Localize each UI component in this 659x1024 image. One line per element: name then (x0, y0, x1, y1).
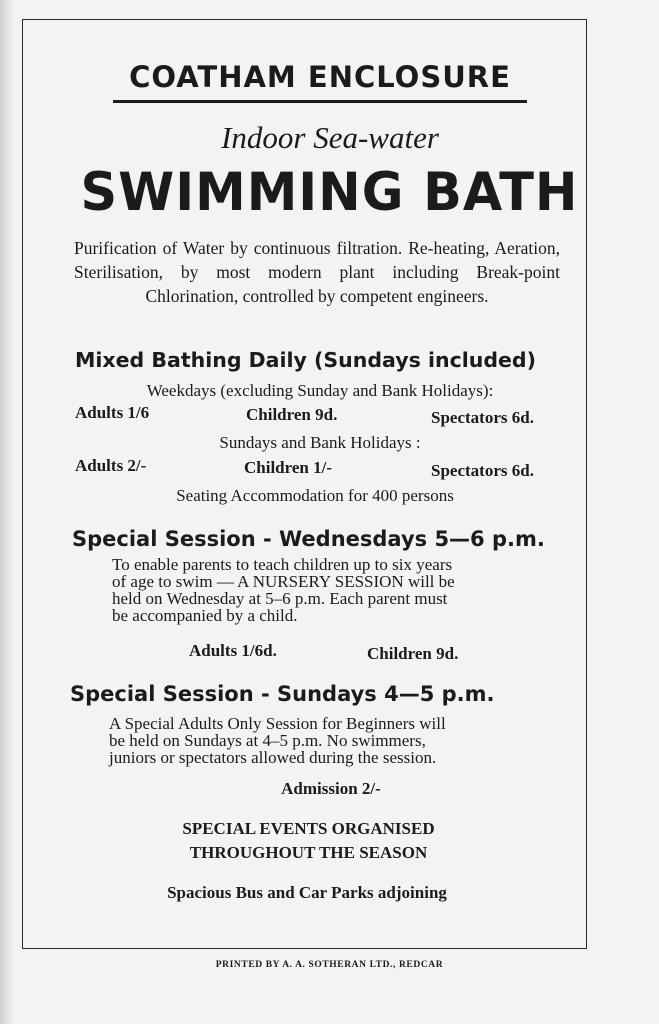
special-events-line: THROUGHOUT THE SEASON (189, 843, 428, 862)
wednesday-line: of age to swim — A NURSERY SESSION will be (112, 572, 455, 591)
page-edge-shadow (0, 0, 14, 1024)
sunday-line: A Special Adults Only Session for Beginners will (109, 714, 446, 733)
sunday-spectators-price: Spectators 6d. (431, 461, 534, 480)
sunday-session-description (109, 715, 552, 766)
printer-credit: PRINTED BY A. A. SOTHERAN LTD., REDCAR (215, 960, 444, 970)
weekday-adults-price: Adults 1/6 (75, 403, 150, 422)
wednesday-line: held on Wednesday at 5–6 p.m. Each parent must (112, 589, 448, 608)
special-events-line: SPECIAL EVENTS ORGANISED (182, 819, 435, 838)
page-title: COATHAM ENCLOSURE (129, 60, 511, 94)
parking-info: Spacious Bus and Car Parks adjoining (167, 883, 447, 902)
weekdays-label: Weekdays (excluding Sunday and Bank Holidays): (146, 381, 494, 400)
seating-info: Seating Accommodation for 400 persons (176, 486, 454, 505)
weekday-children-price: Children 9d. (246, 405, 338, 424)
sunday-line: be held on Sundays at 4–5 p.m. No swimmers, (109, 731, 426, 750)
mixed-bathing-heading: Mixed Bathing Daily (Sundays included) (75, 348, 536, 372)
title-underline (113, 100, 527, 103)
wednesday-children-price: Children 9d. (367, 644, 459, 663)
wednesday-adults-price: Adults 1/6d. (189, 641, 277, 660)
weekday-spectators-price: Spectators 6d. (431, 408, 534, 427)
wednesday-line: be accompanied by a child. (112, 606, 298, 625)
headline: SWIMMING BATH (80, 162, 579, 223)
sunday-children-price: Children 1/- (244, 458, 333, 477)
sunday-admission-price: Admission 2/- (281, 779, 381, 798)
wednesday-session-heading: Special Session - Wednesdays 5—6 p.m. (72, 527, 545, 551)
sunday-session-heading: Special Session - Sundays 4—5 p.m. (70, 682, 495, 706)
sunday-line: juniors or spectators allowed during the session. (109, 748, 437, 767)
wednesday-session-description (112, 556, 554, 624)
intro-paragraph: Purification of Water by continuous filtration. Re-heating, Aeration, Sterilisation, by most modern plant including Break-point Chlorination, controlled by competent engineers. (74, 238, 560, 306)
notice-border (22, 19, 587, 949)
wednesday-line: To enable parents to teach children up to six years (112, 555, 453, 574)
subtitle: Indoor Sea-water (221, 120, 439, 155)
sundays-label: Sundays and Bank Holidays : (219, 433, 421, 452)
sunday-adults-price: Adults 2/- (75, 456, 147, 475)
